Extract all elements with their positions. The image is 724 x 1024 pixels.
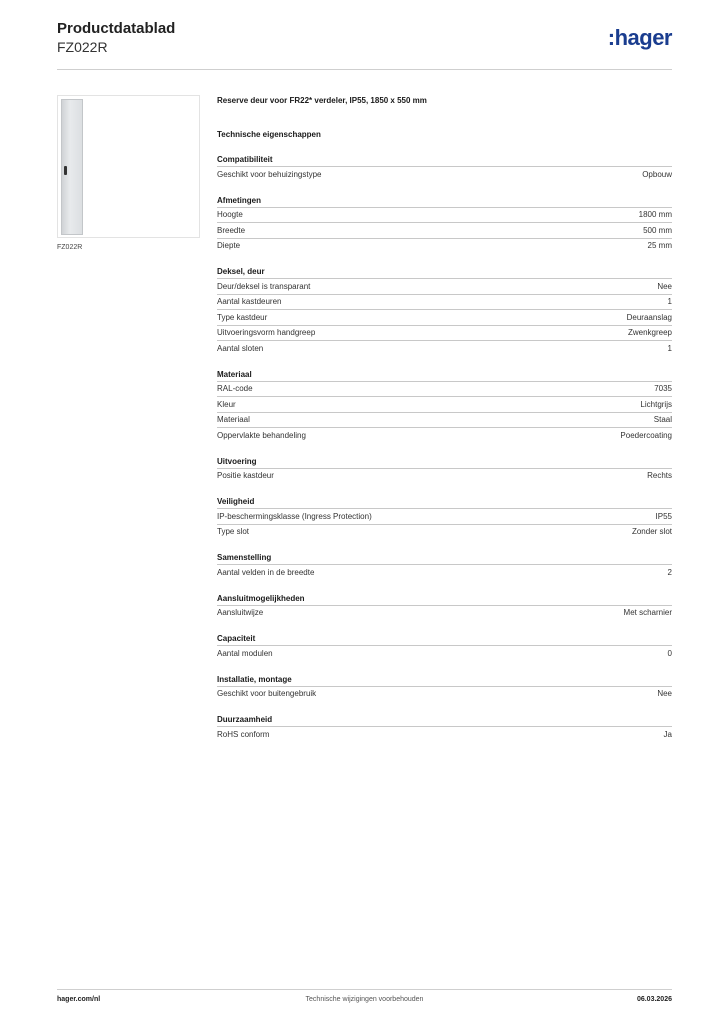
footer-date: 06.03.2026 [636,996,672,1003]
spec-group-title: Deksel, deur [217,267,265,276]
spec-group [217,496,672,539]
spec-value: 1800 mm [638,210,672,220]
footer-divider [57,989,672,990]
spec-value: 2 [667,567,672,577]
spec-value: Zonder slot [631,527,672,537]
spec-label: Geschikt voor behuizingstype [217,169,322,179]
spec-value: Poedercoating [620,430,672,440]
spec-row [217,325,672,341]
image-caption: FZ022R [57,244,83,251]
spec-group [217,456,672,484]
spec-label: Aantal kastdeuren [217,297,282,307]
page-header [57,20,672,70]
spec-row [217,686,672,702]
hager-logo: :hager [607,25,672,50]
spec-group [217,369,672,443]
spec-value: 1 [667,297,672,307]
spec-label: Aantal velden in de breedte [217,567,315,577]
spec-row [217,207,672,223]
spec-label: Materiaal [217,415,250,425]
spec-group [217,195,672,254]
spec-group [217,633,672,661]
spec-value: Nee [657,689,672,699]
spec-group-title: Compatibiliteit [217,155,273,164]
spec-label: Aansluitwijze [217,608,264,618]
spec-value: Met scharnier [623,608,672,618]
page-footer [57,996,672,1008]
product-image [57,95,200,238]
spec-row [217,166,672,182]
spec-value: 25 mm [647,241,672,251]
door-handle-icon [64,166,67,175]
spec-row [217,564,672,580]
spec-label: Aantal modulen [217,648,273,658]
footer-notice: Technische wijzigingen voorbehouden [305,996,424,1003]
spec-group-title: Aansluitmogelijkheden [217,593,305,603]
spec-label: Uitvoeringsvorm handgreep [217,328,316,338]
spec-row [217,468,672,484]
spec-group [217,552,672,580]
product-code: FZ022R [57,39,108,55]
spec-value: IP55 [655,511,672,521]
spec-label: Diepte [217,241,241,251]
spec-label: Aantal sloten [217,343,264,353]
spec-group [217,154,672,182]
spec-groups [217,154,672,742]
spec-group [217,714,672,742]
spec-group-title: Afmetingen [217,195,261,205]
spec-value: Deuraanslag [626,312,672,322]
spec-row [217,309,672,325]
spec-label: Geschikt voor buitengebruik [217,689,317,699]
spec-value: 500 mm [643,225,672,235]
spec-label: Breedte [217,225,246,235]
spec-row [217,605,672,621]
spec-group-title: Capaciteit [217,634,256,643]
spec-value: Nee [657,281,672,291]
spec-row [217,294,672,310]
spec-value: 1 [667,343,672,353]
spec-label: Oppervlakte behandeling [217,430,306,440]
spec-row [217,508,672,524]
spec-row [217,278,672,294]
spec-value: Lichtgrijs [640,399,672,409]
spec-row [217,381,672,397]
spec-value: Ja [663,729,672,739]
spec-group-title: Materiaal [217,369,252,379]
spec-row [217,222,672,238]
spec-group [217,593,672,621]
spec-value: Staal [653,415,672,425]
spec-value: Rechts [647,471,672,481]
spec-label: Positie kastdeur [217,471,274,481]
spec-label: RAL-code [217,384,253,394]
spec-value: Opbouw [642,169,672,179]
spec-row [217,726,672,742]
spec-group-title: Veiligheid [217,497,255,506]
spec-content [217,96,672,755]
spec-label: Hoogte [217,210,243,220]
spec-label: IP-beschermingsklasse (Ingress Protection) [217,511,372,521]
spec-group-title: Duurzaamheid [217,715,273,724]
spec-value: 7035 [654,384,672,394]
spec-group-title: Samenstelling [217,553,272,562]
spec-row [217,524,672,540]
product-name: Reserve deur voor FR22* verdeler, IP55, 1850 x 550 mm [217,96,427,105]
spec-row [217,645,672,661]
spec-label: Deur/deksel is transparant [217,281,311,291]
spec-group [217,674,672,702]
tech-heading: Technische eigenschappen [217,130,321,139]
spec-group-title: Installatie, montage [217,674,292,684]
spec-label: Type kastdeur [217,312,268,322]
spec-row [217,396,672,412]
spec-group [217,266,672,356]
spec-label: RoHS conform [217,729,270,739]
spec-group-title: Uitvoering [217,456,257,466]
spec-label: Type slot [217,527,250,537]
header-divider [57,69,672,70]
spec-row [217,238,672,254]
footer-website-link[interactable]: hager.com/nl [57,996,101,1003]
spec-label: Kleur [217,399,236,409]
spec-row [217,340,672,356]
spec-value: 0 [667,648,672,658]
spec-value: Zwenkgreep [627,328,672,338]
spec-row [217,427,672,443]
page-title: Productdatablad [57,20,176,37]
spec-row [217,412,672,428]
door-illustration [61,99,83,235]
